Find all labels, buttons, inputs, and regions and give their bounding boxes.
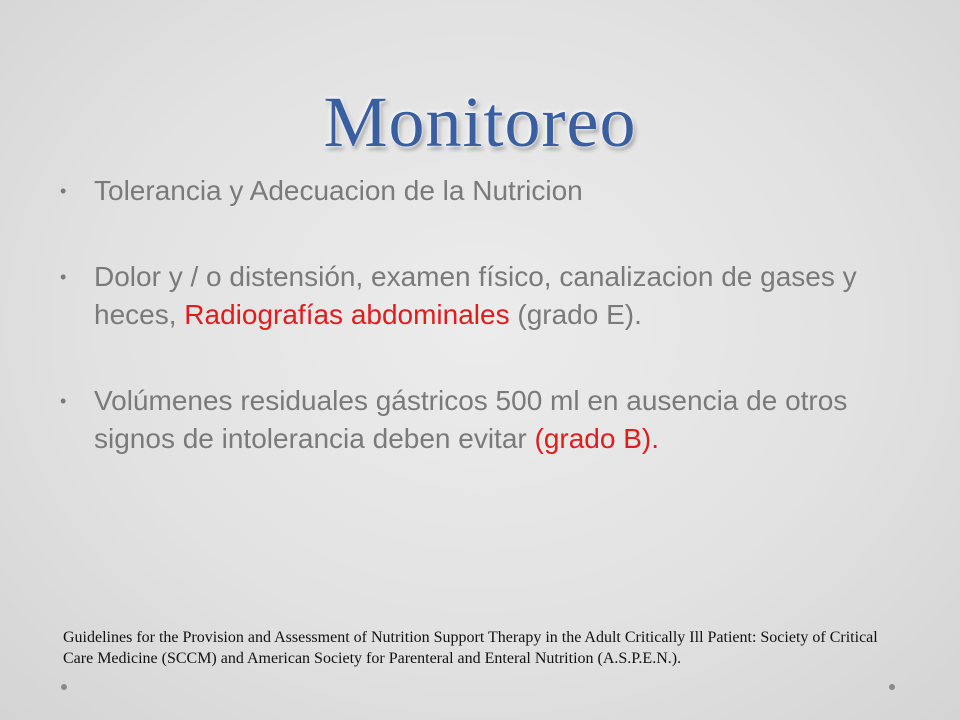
bullet-dot-icon: • xyxy=(60,267,67,287)
bullet-item-tolerancia xyxy=(60,172,880,210)
bullet-item-volumenes xyxy=(60,382,880,458)
decorative-dot-icon xyxy=(61,684,67,690)
bullet-item-dolor xyxy=(60,258,880,334)
bullet-highlight-text: (grado B). xyxy=(534,423,660,454)
bullet-text: Volúmenes residuales gástricos 500 ml en ausencia de otros signos de intolerancia deben evitar xyxy=(94,385,848,454)
bullet-dot-icon: • xyxy=(60,391,67,411)
bullet-text: Dolor y / o distensión, examen físico, canalizacion de gases y heces, xyxy=(94,261,857,330)
slide-title: Monitoreo xyxy=(323,82,637,162)
bullet-tail-text: (grado E). xyxy=(509,299,642,330)
bullet-highlight-text: Radiografías abdominales xyxy=(184,299,510,330)
bullet-dot-icon: • xyxy=(60,181,67,201)
bullet-list xyxy=(60,172,880,458)
bullet-text: Tolerancia y Adecuacion de la Nutricion xyxy=(94,175,583,206)
decorative-dot-icon xyxy=(889,684,895,690)
citation-text: Guidelines for the Provision and Assessment of Nutrition Support Therapy in the Adult Critically Ill Patient: Society of Critical Care Medicine (SCCM) and American Society for Parenteral and Enteral Nutrition (A.S.P.E.N.). xyxy=(63,629,878,667)
